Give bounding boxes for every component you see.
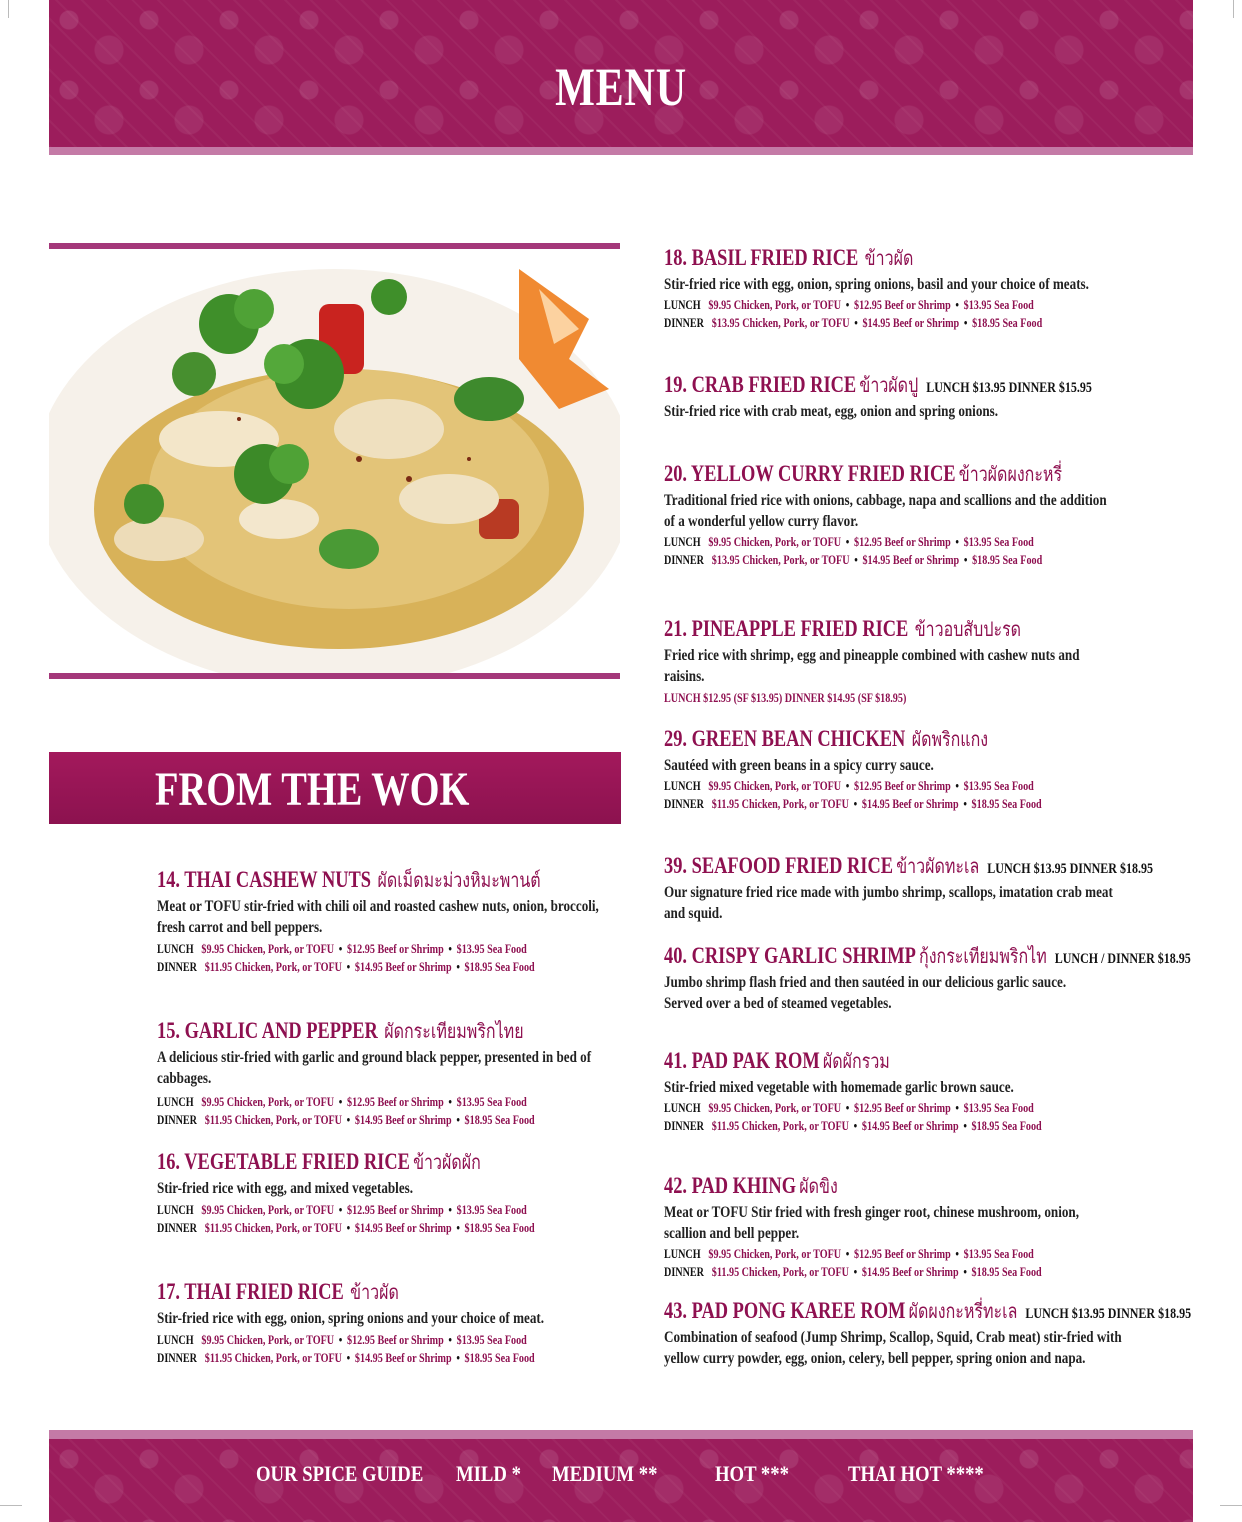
item-description: Traditional fried rice with onions, cabbage, napa and scallions and the addition of a wonderful yellow curry flavor. — [664, 492, 1107, 530]
price-option: $18.95 Sea Food — [971, 1264, 1042, 1279]
item-heading — [664, 940, 1191, 972]
item-thai-name: ข้าวผัด — [350, 1280, 399, 1304]
item-thai-name: ข้าวผัดปู — [859, 373, 919, 397]
lunch-price-row: LUNCH $9.95 Chicken, Pork, or TOFU • $12.95 Beef or Shrimp • $13.95 Sea Food — [157, 941, 527, 956]
lunch-price-row: LUNCH $9.95 Chicken, Pork, or TOFU • $12.95 Beef or Shrimp • $13.95 Sea Food — [664, 1246, 1034, 1261]
price-option: $18.95 Sea Food — [464, 1350, 535, 1365]
item-name: 21. PINEAPPLE FRIED RICE — [664, 616, 909, 641]
price-option: $11.95 Chicken, Pork, or TOFU — [204, 1220, 343, 1235]
crop-mark — [8, 0, 9, 18]
price-option: $14.95 Beef or Shrimp — [861, 1118, 959, 1133]
price-option: $13.95 Sea Food — [963, 778, 1034, 793]
price-option: $12.95 Beef or Shrimp — [347, 941, 444, 956]
item-inline-price: LUNCH $13.95 DINNER $18.95 — [987, 861, 1153, 877]
price-option: $18.95 Sea Food — [464, 1112, 535, 1127]
item-description: Jumbo shrimp flash fried and then sautéed in our delicious garlic sauce. Served over a bed of steamed vegetables. — [664, 974, 1067, 1012]
price-row: LUNCH $12.95 (SF $13.95) DINNER $14.95 (SF $18.95) — [664, 690, 907, 705]
menu-item-16 — [157, 1146, 627, 1237]
price-option: $14.95 Beef or Shrimp — [354, 1220, 452, 1235]
menu-item-29 — [664, 723, 1134, 813]
lunch-label: LUNCH — [664, 1246, 701, 1261]
item-thai-name: ผัดพริกแกง — [911, 727, 989, 751]
price-option: $13.95 Chicken, Pork, or TOFU — [711, 552, 850, 567]
price-option: $12.95 Beef or Shrimp — [347, 1094, 444, 1109]
menu-item-42 — [664, 1170, 1134, 1281]
price-option: $13.95 Sea Food — [456, 1094, 527, 1109]
spice-mild: MILD * — [456, 1461, 521, 1486]
item-name: 29. GREEN BEAN CHICKEN — [664, 726, 906, 751]
price-option: $9.95 Chicken, Pork, or TOFU — [708, 1100, 842, 1115]
lunch-label: LUNCH — [664, 1100, 701, 1115]
dish-photo — [49, 249, 620, 673]
header-accent-strip — [49, 147, 1193, 155]
item-heading — [157, 1146, 533, 1178]
item-description: Stir-fried rice with egg, onion, spring onions and your choice of meat. — [157, 1310, 545, 1327]
item-thai-name: ผัดกระเทียมพริกไทย — [384, 1019, 524, 1043]
item-description: Stir-fried rice with egg, onion, spring onions, basil and your choice of meats. — [664, 276, 1089, 293]
dinner-price-row: DINNER $13.95 Chicken, Pork, or TOFU • $14.95 Beef or Shrimp • $18.95 Sea Food — [664, 552, 1043, 567]
item-heading — [664, 1295, 1192, 1327]
lunch-price-row: LUNCH $9.95 Chicken, Pork, or TOFU • $12.95 Beef or Shrimp • $13.95 Sea Food — [157, 1094, 527, 1109]
price-option: $13.95 Chicken, Pork, or TOFU — [711, 315, 850, 330]
menu-item-19 — [664, 369, 1134, 422]
item-name: 40. CRISPY GARLIC SHRIMP — [664, 943, 916, 968]
price-option: $18.95 Sea Food — [464, 959, 535, 974]
dinner-price-row: DINNER $11.95 Chicken, Pork, or TOFU • $14.95 Beef or Shrimp • $18.95 Sea Food — [664, 1118, 1042, 1133]
menu-item-40 — [664, 940, 1191, 1014]
item-heading — [664, 613, 1040, 645]
page-title: MENU — [555, 57, 687, 117]
item-thai-name: ข้าวผัดผงกะหรี่ — [958, 462, 1063, 486]
menu-item-20 — [664, 458, 1134, 569]
menu-item-18 — [664, 242, 1134, 332]
item-inline-price: LUNCH / DINNER $18.95 — [1054, 951, 1191, 967]
item-name: 39. SEAFOOD FRIED RICE — [664, 853, 894, 878]
spice-thai-hot: THAI HOT **** — [848, 1461, 984, 1486]
item-thai-name: ข้าวผัด — [864, 246, 914, 270]
dinner-label: DINNER — [664, 1264, 705, 1279]
photo-bottom-rule — [49, 673, 620, 679]
lunch-label: LUNCH — [157, 1202, 194, 1217]
item-thai-name: ข้าวผัดทะเล — [896, 854, 980, 878]
item-heading — [664, 723, 1040, 755]
price-option: $11.95 Chicken, Pork, or TOFU — [711, 1264, 850, 1279]
item-name: 19. CRAB FRIED RICE — [664, 372, 857, 397]
item-thai-name: ข้าวผัดผัก — [413, 1150, 481, 1174]
crop-mark — [0, 1505, 22, 1506]
dinner-price-row: DINNER $13.95 Chicken, Pork, or TOFU • $14.95 Beef or Shrimp • $18.95 Sea Food — [664, 315, 1043, 330]
dish-photo-frame — [49, 243, 620, 679]
dinner-label: DINNER — [664, 552, 705, 567]
price-option: $14.95 Beef or Shrimp — [354, 1350, 452, 1365]
item-heading — [664, 369, 1092, 401]
price-option: $12.95 Beef or Shrimp — [854, 297, 951, 312]
item-heading — [664, 850, 1153, 882]
dinner-price-row: DINNER $11.95 Chicken, Pork, or TOFU • $14.95 Beef or Shrimp • $18.95 Sea Food — [157, 1220, 535, 1235]
price-option: $12.95 Beef or Shrimp — [347, 1332, 444, 1347]
menu-item-39 — [664, 850, 1153, 924]
dinner-label: DINNER — [157, 959, 198, 974]
section-title: FROM THE WOK — [155, 763, 470, 816]
price-option: $11.95 Chicken, Pork, or TOFU — [204, 1112, 343, 1127]
item-thai-name: ข้าวอบสับปะรด — [914, 617, 1022, 641]
price-option: $11.95 Chicken, Pork, or TOFU — [204, 959, 343, 974]
price-option: $12.95 Beef or Shrimp — [347, 1202, 444, 1217]
menu-item-43 — [664, 1295, 1192, 1369]
menu-item-15 — [157, 1015, 627, 1129]
item-heading — [157, 864, 541, 896]
price-option: $9.95 Chicken, Pork, or TOFU — [201, 1332, 335, 1347]
price-option: $9.95 Chicken, Pork, or TOFU — [201, 1094, 335, 1109]
price-option: $18.95 Sea Food — [464, 1220, 535, 1235]
item-name: 43. PAD PONG KAREE ROM — [664, 1298, 906, 1323]
item-thai-name: ผัดผงกะหรี่ทะเล — [908, 1299, 1018, 1323]
price-option: $18.95 Sea Food — [971, 1118, 1042, 1133]
item-name: 14. THAI CASHEW NUTS — [157, 867, 372, 892]
crop-mark — [1220, 1505, 1242, 1506]
price-option: $9.95 Chicken, Pork, or TOFU — [708, 1246, 842, 1261]
item-heading — [157, 1276, 533, 1308]
spice-guide-title: OUR SPICE GUIDE — [256, 1461, 424, 1486]
price-option: $13.95 Sea Food — [963, 1100, 1034, 1115]
item-heading — [664, 458, 1063, 490]
dinner-label: DINNER — [157, 1350, 198, 1365]
lunch-price-row: LUNCH $9.95 Chicken, Pork, or TOFU • $12.95 Beef or Shrimp • $13.95 Sea Food — [664, 297, 1034, 312]
price-option: $13.95 Sea Food — [963, 297, 1034, 312]
item-description: Stir-fried mixed vegetable with homemade garlic brown sauce. — [664, 1079, 1014, 1096]
lunch-price-row: LUNCH $9.95 Chicken, Pork, or TOFU • $12.95 Beef or Shrimp • $13.95 Sea Food — [664, 1100, 1034, 1115]
price-option: $13.95 Sea Food — [963, 534, 1034, 549]
item-description: Our signature fried rice made with jumbo shrimp, scallops, imatation crab meat and squid. — [664, 884, 1113, 922]
item-name: 41. PAD PAK ROM — [664, 1048, 820, 1073]
dinner-label: DINNER — [157, 1220, 198, 1235]
lunch-label: LUNCH — [664, 297, 701, 312]
item-name: 42. PAD KHING — [664, 1173, 797, 1198]
lunch-label: LUNCH — [157, 1094, 194, 1109]
dinner-price-row: DINNER $11.95 Chicken, Pork, or TOFU • $14.95 Beef or Shrimp • $18.95 Sea Food — [664, 796, 1042, 811]
price-option: $12.95 Beef or Shrimp — [854, 778, 951, 793]
item-heading — [664, 242, 1040, 274]
item-thai-name: กุ้งกระเทียมพริกไท — [919, 944, 1047, 968]
dinner-label: DINNER — [664, 315, 705, 330]
price-option: $14.95 Beef or Shrimp — [862, 315, 960, 330]
price-option: $13.95 Sea Food — [963, 1246, 1034, 1261]
price-option: $14.95 Beef or Shrimp — [354, 1112, 452, 1127]
item-description: Stir-fried rice with egg, and mixed vegetables. — [157, 1180, 414, 1197]
item-description: Meat or TOFU Stir fried with fresh ginger root, chinese mushroom, onion, scallion and bell pepper. — [664, 1204, 1079, 1242]
item-thai-name: ผัดเม็ดมะม่วงหิมะพานต์ — [377, 868, 541, 892]
footer-accent-strip — [49, 1430, 1193, 1439]
dinner-label: DINNER — [664, 1118, 705, 1133]
item-description: Sautéed with green beans in a spicy curry sauce. — [664, 757, 934, 774]
price-option: $13.95 Sea Food — [456, 1202, 527, 1217]
price-option: $14.95 Beef or Shrimp — [354, 959, 452, 974]
price-option: $11.95 Chicken, Pork, or TOFU — [711, 796, 850, 811]
price-option: $9.95 Chicken, Pork, or TOFU — [708, 778, 842, 793]
lunch-price-row: LUNCH $9.95 Chicken, Pork, or TOFU • $12.95 Beef or Shrimp • $13.95 Sea Food — [664, 534, 1034, 549]
dinner-price-row: DINNER $11.95 Chicken, Pork, or TOFU • $14.95 Beef or Shrimp • $18.95 Sea Food — [157, 1112, 535, 1127]
price-option: $9.95 Chicken, Pork, or TOFU — [201, 1202, 335, 1217]
price-option: $9.95 Chicken, Pork, or TOFU — [708, 297, 842, 312]
item-heading — [664, 1045, 1040, 1077]
menu-item-21 — [664, 613, 1134, 707]
item-name: 15. GARLIC AND PEPPER — [157, 1018, 378, 1043]
item-description: Meat or TOFU stir-fried with chili oil and roasted cashew nuts, onion, broccoli, fresh carrot and bell peppers. — [157, 898, 599, 936]
crop-mark — [1233, 0, 1234, 18]
item-name: 17. THAI FRIED RICE — [157, 1279, 344, 1304]
price-option: $12.95 Beef or Shrimp — [854, 1246, 951, 1261]
price-option: $14.95 Beef or Shrimp — [861, 1264, 959, 1279]
item-name: 18. BASIL FRIED RICE — [664, 245, 859, 270]
price-option: $18.95 Sea Food — [972, 552, 1043, 567]
price-option: $11.95 Chicken, Pork, or TOFU — [711, 1118, 850, 1133]
price-option: $12.95 Beef or Shrimp — [854, 1100, 951, 1115]
price-option: $13.95 Sea Food — [456, 941, 527, 956]
price-option: $11.95 Chicken, Pork, or TOFU — [204, 1350, 343, 1365]
item-heading — [157, 1015, 533, 1047]
item-description: A delicious stir-fried with garlic and ground black pepper, presented in bed of cabbages. — [157, 1049, 592, 1087]
dinner-price-row: DINNER $11.95 Chicken, Pork, or TOFU • $14.95 Beef or Shrimp • $18.95 Sea Food — [664, 1264, 1042, 1279]
price-option: $9.95 Chicken, Pork, or TOFU — [201, 941, 335, 956]
item-name: 20. YELLOW CURRY FRIED RICE — [664, 461, 956, 486]
item-thai-name: ผัดผักรวม — [822, 1049, 890, 1073]
price-option: $18.95 Sea Food — [972, 315, 1043, 330]
lunch-price-row: LUNCH $9.95 Chicken, Pork, or TOFU • $12.95 Beef or Shrimp • $13.95 Sea Food — [664, 778, 1034, 793]
item-description: Stir-fried rice with crab meat, egg, onion and spring onions. — [664, 403, 999, 420]
lunch-label: LUNCH — [157, 1332, 194, 1347]
item-name: 16. VEGETABLE FRIED RICE — [157, 1149, 410, 1174]
dinner-price-row: DINNER $11.95 Chicken, Pork, or TOFU • $14.95 Beef or Shrimp • $18.95 Sea Food — [157, 1350, 535, 1365]
spice-medium: MEDIUM ** — [552, 1461, 658, 1486]
price-option: $13.95 Sea Food — [456, 1332, 527, 1347]
dinner-price-row: DINNER $11.95 Chicken, Pork, or TOFU • $14.95 Beef or Shrimp • $18.95 Sea Food — [157, 959, 535, 974]
item-description: Combination of seafood (Jump Shrimp, Scallop, Squid, Crab meat) stir-fried with yellow curry powder, egg, onion, celery, bell pepper, spring onion and napa. — [664, 1329, 1122, 1367]
dinner-label: DINNER — [664, 796, 705, 811]
menu-item-14 — [157, 864, 627, 976]
lunch-price-row: LUNCH $9.95 Chicken, Pork, or TOFU • $12.95 Beef or Shrimp • $13.95 Sea Food — [157, 1332, 527, 1347]
menu-item-17 — [157, 1276, 627, 1367]
price-option: $14.95 Beef or Shrimp — [862, 552, 960, 567]
lunch-label: LUNCH — [664, 534, 701, 549]
lunch-price-row: LUNCH $9.95 Chicken, Pork, or TOFU • $12.95 Beef or Shrimp • $13.95 Sea Food — [157, 1202, 527, 1217]
item-description: Fried rice with shrimp, egg and pineapple combined with cashew nuts and raisins. — [664, 647, 1080, 685]
item-thai-name: ผัดขิง — [799, 1174, 838, 1198]
item-inline-price: LUNCH $13.95 DINNER $18.95 — [1025, 1306, 1192, 1322]
price-option: $9.95 Chicken, Pork, or TOFU — [708, 534, 842, 549]
lunch-label: LUNCH — [157, 941, 194, 956]
dinner-label: DINNER — [157, 1112, 198, 1127]
item-heading — [664, 1170, 1040, 1202]
price-option: $18.95 Sea Food — [971, 796, 1042, 811]
spice-hot: HOT *** — [715, 1461, 789, 1486]
lunch-label: LUNCH — [664, 778, 701, 793]
price-option: $12.95 Beef or Shrimp — [854, 534, 951, 549]
item-inline-price: LUNCH $13.95 DINNER $15.95 — [926, 380, 1092, 396]
menu-item-41 — [664, 1045, 1134, 1135]
price-option: $14.95 Beef or Shrimp — [861, 796, 959, 811]
